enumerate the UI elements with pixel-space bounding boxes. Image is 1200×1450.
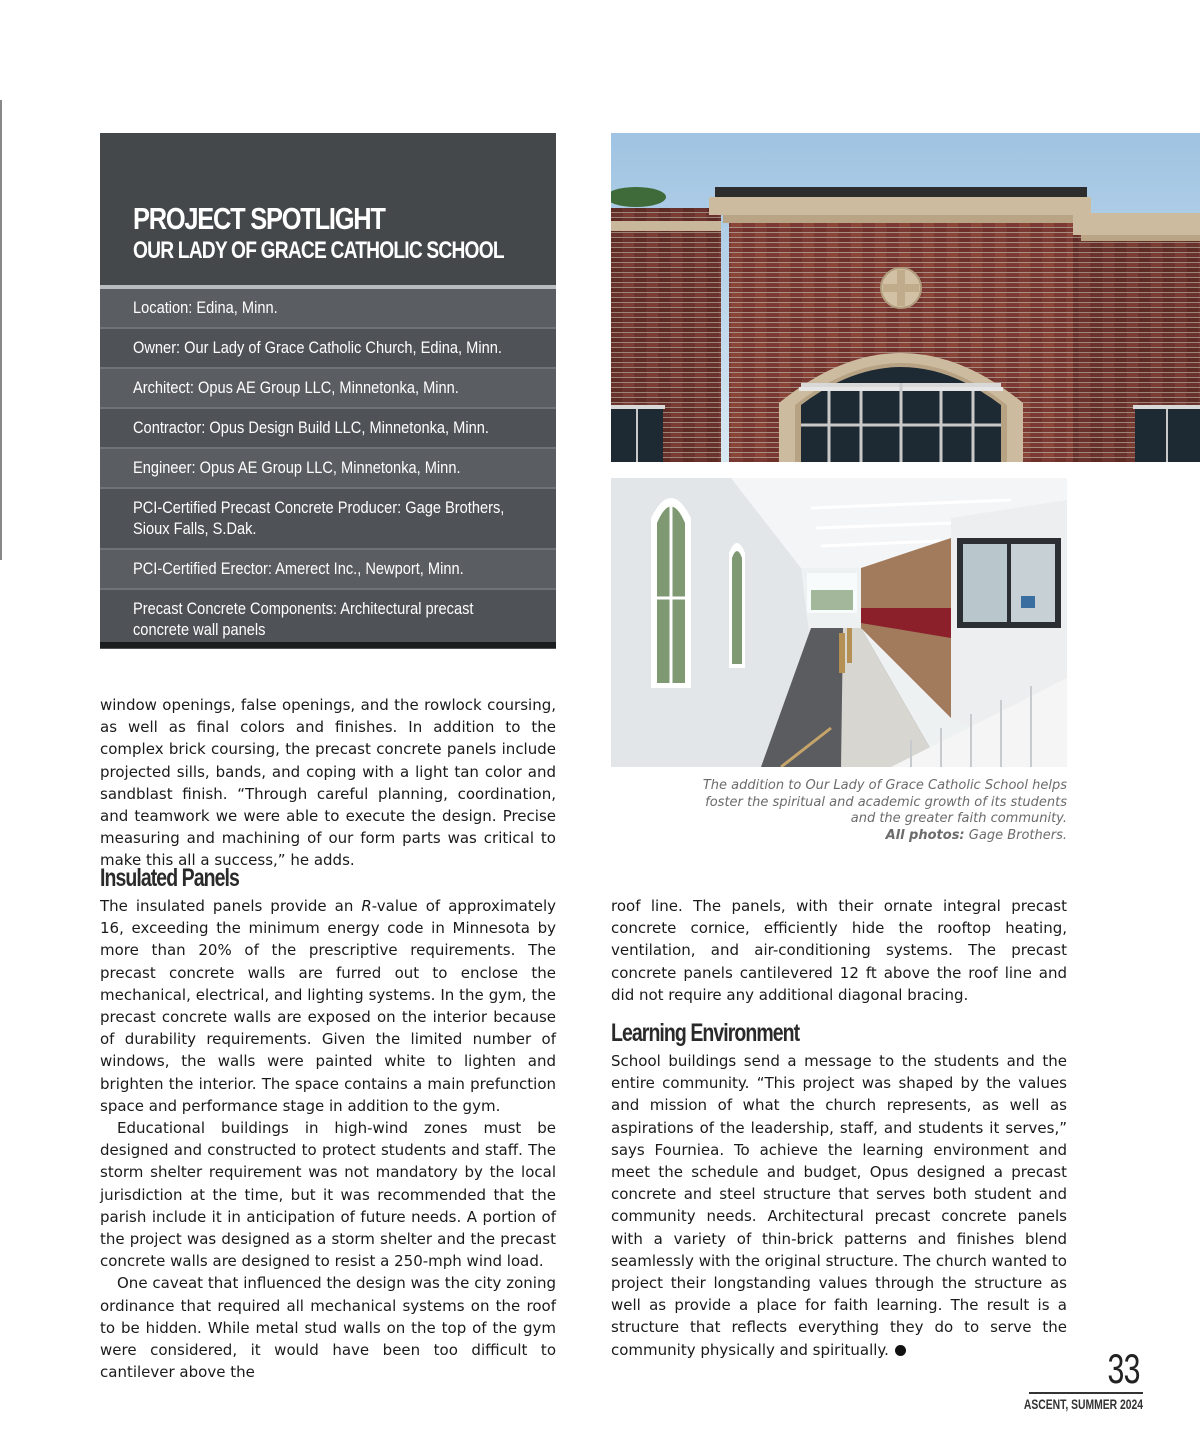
spotlight-row-engineer: Engineer: Opus AE Group LLC, Minnetonka, Minn. <box>100 449 556 489</box>
spotlight-row-producer: PCI-Certified Precast Concrete Producer: Gage Brothers, Sioux Falls, S.Dak. <box>100 489 556 550</box>
learning-environment-body <box>611 1050 1067 1361</box>
spotlight-row-location: Location: Edina, Minn. <box>100 289 556 329</box>
heading-insulated-panels: Insulated Panels <box>100 864 239 892</box>
spotlight-row-erector: PCI-Certified Erector: Amerect Inc., Newport, Minn. <box>100 550 556 590</box>
heading-learning-environment: Learning Environment <box>611 1019 800 1047</box>
spotlight-row-components: Precast Concrete Components: Architectural precast concrete wall panels <box>100 590 556 649</box>
intro-paragraph: window openings, false openings, and the rowlock coursing, as well as final colors and finishes. In addition to the complex brick coursing, the precast concrete panels include projected sills, bands, and coping with a light tan color and sandblast finish. “Through careful planning, coordination, and teamwork we were able to execute the design. Precise measuring and machining of our form parts was critical to make this all a success,” he adds. <box>100 696 556 870</box>
spotlight-details <box>100 289 556 649</box>
insulated-panels-p1: The insulated panels provide an R-value of approximately 16, exceeding the minimum energy code in Minnesota by more than 20% of the prescriptive requirements. The precast concrete walls are furred out to enclose the mechanical, electrical, and lighting systems. In the gym, the precast concrete walls are exposed on the interior because of durability requirements. Given the limited number of windows, the walls were painted white to lighten and brighten the interior. The space contains a main prefunction space and performance stage in addition to the gym. <box>100 897 556 1115</box>
photo-caption <box>700 778 1067 844</box>
folio-rule <box>1029 1392 1143 1394</box>
publication-folio: ASCENT, SUMMER 2024 <box>1023 1396 1143 1412</box>
end-of-article-icon <box>895 1345 906 1356</box>
page-number: 33 <box>1107 1345 1140 1392</box>
spotlight-title: PROJECT SPOTLIGHT <box>133 201 385 236</box>
spotlight-subtitle: OUR LADY OF GRACE CATHOLIC SCHOOL <box>133 237 504 264</box>
caption-credit-label: All photos: <box>885 827 965 843</box>
caption-text: The addition to Our Lady of Grace Catholic School helps foster the spiritual and academic growth of its students and the greater faith community. <box>702 778 1067 826</box>
project-spotlight-box <box>100 133 556 648</box>
spotlight-header <box>100 133 556 285</box>
exterior-facade-photo <box>611 133 1200 462</box>
spotlight-row-owner: Owner: Our Lady of Grace Catholic Church, Edina, Minn. <box>100 329 556 369</box>
insulated-panels-p2: Educational buildings in high-wind zones must be designed and constructed to protect students and staff. The storm shelter requirement was not mandatory by the local jurisdiction at the time, but it was recommended that the parish include it in anticipation of future needs. A portion of the project was designed as a storm shelter and the precast concrete walls are designed to resist a 250-mph wind load. <box>100 1119 556 1271</box>
spotlight-row-architect: Architect: Opus AE Group LLC, Minnetonka, Minn. <box>100 369 556 409</box>
page-edge-shadow <box>0 100 2 560</box>
spotlight-row-contractor: Contractor: Opus Design Build LLC, Minnetonka, Minn. <box>100 409 556 449</box>
insulated-panels-p3: One caveat that influenced the design was the city zoning ordinance that required all mechanical systems on the roof to be hidden. While metal stud walls on the top of the gym were considered, it would have been too difficult to cantilever above the <box>100 1274 556 1382</box>
learning-environment-p1: School buildings send a message to the students and the entire community. “This project was shaped by the values and mission of what the church represents, as well as aspirations of the leadership, staff, and students it serves,” says Fourniea. To achieve the learning environment and meet the schedule and budget, Opus designed a precast concrete and steel structure that serves both student and community needs. Architectural precast concrete panels with a variety of thin-brick patterns and finishes blend seamlessly with the original structure. The church wanted to project their longstanding values through the structure as well as provide a place for faith learning. The result is a structure that reflects everything they do to serve the community physically and spiritually. <box>611 1052 1067 1359</box>
interior-corridor-photo <box>611 478 1067 767</box>
spotlight-bottom-rule <box>100 642 556 648</box>
caption-credit: Gage Brothers. <box>964 827 1067 843</box>
roofline-continuation: roof line. The panels, with their ornate integral precast concrete cornice, efficiently hide the rooftop heating, ventilation, and air-conditioning systems. The precast concrete panels cantilevered 12 ft above the roof line and did not require any additional diagonal bracing. <box>611 897 1067 1004</box>
insulated-panels-body <box>100 895 556 1383</box>
